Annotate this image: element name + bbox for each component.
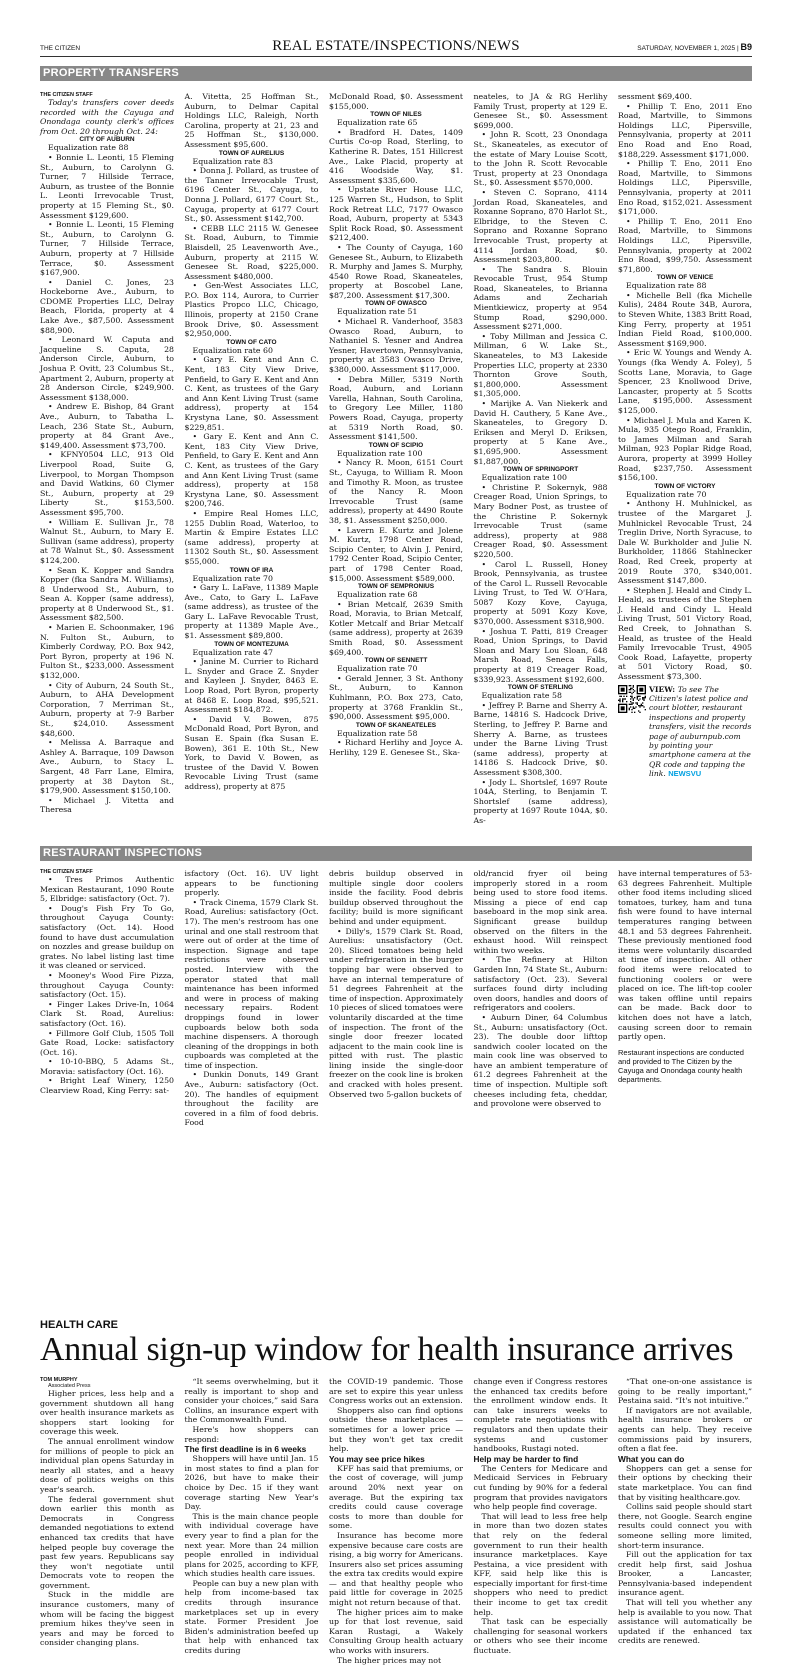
restaurant-inspections-columns <box>40 869 752 1305</box>
paragraph: • Steven C. Soprano, 4114 Jordan Road, Skaneateles, and Roxanne Soprano, 870 Harlot St., Elbridge, to the Steven C. Soprano and Roxanne Soprano Irrevocable Trust, property at 4114 Jordan Road, $0. Assessment $203,800. <box>473 187 608 265</box>
town-heading: TOWN OF SCIPIO <box>368 441 424 449</box>
paragraph: • Upstate River House LLC, 125 Warren St., Hudson, to Split Rock Retreat LLC, 7177 Owasco Road, Auburn, property at 5343 Split Rock Road, $0. Assessment $212,400. <box>329 185 463 243</box>
property-transfers-columns <box>40 92 752 824</box>
paragraph: • Track Cinema, 1579 Clark St. Road, Aurelius: satisfactory (Oct. 17). The men's restroom has one urinal and one stall restroom that were out of order at the time of inspection. Signage and tape restrictions were observed posted. Interview with the operator stated that mall maintenance has been informed and were in process of making necessary repairs. Rodent droppings found in lower cupboards below both soda machine dispensers. A thorough cleaning of the droppings in both cupboards was completed at the time of inspection. <box>184 897 319 1070</box>
paragraph: Higher prices, less help and a government shutdown all hang over health insurance markets as shoppers start looking for coverage this week. <box>40 1389 174 1437</box>
paragraph: • Anthony H. Muhlnickel, as trustee of the Margaret J. Muhlnickel Revocable Trust, 24 Treglin Drive, North Syracuse, to Dale W. Burkholder and Julie N. Burkholder, 11866 Stahlnecker Road, Red Creek, property at 2019 Route 370, $340,001. Assessment $147,800. <box>618 499 752 586</box>
paragraph: • Mooney's Wood Fire Pizza, throughout Cayuga County: satisfactory (Oct. 15). <box>40 970 174 1000</box>
paragraph: Equalization rate 58 <box>481 691 562 701</box>
town-heading: TOWN OF SENNETT <box>364 657 428 665</box>
paragraph: • Michael J. Vitetta and Theresa <box>40 795 174 815</box>
paragraph: • Gen-West Associates LLC, P.O. Box 114, Aurora, to Currier Plastics Propco LLC, Chicago, Illinois, property at 2150 Crane Brook Drive, $0. Assessment $2,950,000. <box>184 281 319 339</box>
paragraph: Equalization rate 88 <box>626 281 707 291</box>
paragraph: • Auburn Diner, 64 Columbus St., Auburn: unsatisfactory (Oct. 23). The double door lifttop sandwich cooler located on the main cook line was observed to have an ambient temperature of 61.2 degrees Fahrenheit at the time of inspection. Multiple soft cheeses including feta, cheddar, and provolone were observed to <box>473 1012 608 1109</box>
town-heading: TOWN OF MONTEZUMA <box>214 640 289 648</box>
health-headline: Annual sign-up window for health insurance arrives <box>40 1331 734 1368</box>
paragraph: • Leonard W. Caputa and Jacqueline S. Caputa, 28 Anderson Circle, Auburn, to Joshua P. Ovitt, 23 Columbus St., Apartment 2, Auburn, property at 28 Anderson Circle, $249,900. Assessment $138,000. <box>40 335 174 402</box>
paragraph: • Richard Herlihy and Joyce A. Herlihy, 129 E. Genesee St., Ska- <box>329 738 463 757</box>
paragraph: Equalization rate 65 <box>337 118 418 128</box>
paragraph: • Jeffrey P. Barne and Sherry A. Barne, 14816 S. Hadcock Drive, Sterling, to Jeffrey P. Barne and Sherry A. Barne, as trustees under the Barne Living Trust (same address), property at 14186 S. Hadcock Drive, $0. Assessment $308,300. <box>473 700 608 777</box>
column-4 <box>474 869 608 1305</box>
paragraph: • City of Auburn, 24 South St., Auburn, to AHA Development Corporation, 7 Merriman St., Auburn, property at 7-9 Barber St., $24,010. Assessment $48,600. <box>40 680 174 738</box>
town-heading: TOWN OF OWASCO <box>365 300 427 308</box>
property-transfers-bar: PROPERTY TRANSFERS <box>40 66 752 81</box>
promo-text <box>649 685 752 779</box>
paragraph: • David V. Bowen, 875 McDonald Road, Port Byron, and Susan E. Spain (fka Susan E. Bowen), 361 E. 10th St., New York, to David V. Bowen, as trustee of the David V. Bowen Revocable Living Trust (same address), property at 875 <box>184 714 319 791</box>
paragraph: • Phillip T. Eno, 2011 Eno Road, Martville, to Simmons Holdings LLC, Pipersville, Pennsylvania, property at 2011 Eno Road, $152,021. Assessment $171,000. <box>618 159 752 217</box>
paragraph: Here's how shoppers can respond: <box>184 1424 319 1444</box>
column-2 <box>184 1377 319 1656</box>
paragraph: • Doug's Fish Fry To Go, throughout Cayuga County: satisfactory (Oct. 14). Hood found to have dust accumulation on nozzles and grease buildup on grates. No label listing last time it was cleaned or serviced. <box>40 903 174 971</box>
paragraph: • Joshua T. Patti, 819 Creager Road, Union Springs, to David Sloan and Mary Lou Sloan, 648 Marsh Road, Seneca Falls, property at 819 Creager Road, $339,923. Assessment $192,600. <box>473 626 608 684</box>
paragraph: Equalization rate 58 <box>337 728 418 738</box>
paragraph: • Phillip T. Eno, 2011 Eno Road, Martville, to Simmons Holdings LLC, Pipersville, Pennsylvania, property at 2002 Eno Road, $99,750. Assessment $71,800. <box>618 216 752 274</box>
paragraph: • William E. Sullivan Jr., 78 Walnut St., Auburn, to Mary E. Sullivan (same address), property at 78 Walnut St., $0. Assessment $124,200. <box>40 517 174 565</box>
paragraph: Insurance has become more expensive because care costs are rising, a big worry for Americans. Insurers also set prices assuming the extra tax credits would expire — and that healthy people who paid little for coverage in 2025 might not return because of that. <box>329 1530 463 1608</box>
restaurant-inspections-bar: RESTAURANT INSPECTIONS <box>40 846 752 861</box>
paragraph: • Michael J. Mula and Karen K. Mula, 935 Otego Road, Franklin, to James Milman and Sarah Milman, 923 Poplar Ridge Road, Aurora, property at 3999 Holley Road, $237,750. Assessment $156,100. <box>618 415 752 483</box>
paragraph: “That one-on-one assistance is going to be really important,” Pestaina said. “It's not intuitive.” <box>618 1377 752 1406</box>
paragraph: • John R. Scott, 23 Onondaga St., Skaneateles, as executor of the estate of Mary Louise Scott, to the John R. Scott Revocable Trust, property at 23 Onondaga St., $0. Assessment $570,000. <box>473 130 608 188</box>
paragraph: • Eric W. Youngs and Wendy A. Youngs (fka Wendy A. Foley), 5 Scotts Lane, Moravia, to Gage Spencer, 23 Knollwood Drive, Lancaster, property at 5 Scotts Lane, $195,000. Assessment $125,000. <box>618 348 752 415</box>
paragraph: Shoppers can get a sense for their options by checking their state marketplace. You can find that by visiting healthcare.gov. <box>618 1463 752 1502</box>
paragraph: The federal government shut down earlier this month as Democrats in Congress demanded negotiations to extend enhanced tax credits that have helped people buy coverage the past few years. Republicans say they won't negotiate until Democrats vote to reopen the government. <box>40 1494 174 1590</box>
paragraph: Equalization rate 51 <box>337 307 418 317</box>
column-2 <box>185 869 319 1305</box>
paragraph: The annual enrollment window for millions of people to pick an individual plan opens Saturday in nearly all states, and a heavy dose of politics weighs on this year's search. <box>40 1436 174 1494</box>
paragraph: Stuck in the middle are insurance customers, many of whom will be facing the biggest premium hikes they've seen in years and may be forced to consider changing plans. <box>40 1590 174 1648</box>
paragraph: • Bonnie L. Leonti, 15 Fleming St., Auburn, to Carolynn G. Turner, 7 Hillside Terrace, Auburn, property at 7 Hillside Terrace, $0. Assessment $167,900. <box>40 220 174 278</box>
health-care-kicker: HEALTH CARE <box>40 1319 119 1331</box>
column-3 <box>329 869 463 1305</box>
paragraph: • Bright Leaf Winery, 1250 Clearview Road, King Ferry: sat- <box>40 1076 174 1096</box>
paragraph: The higher prices may not <box>337 1655 442 1665</box>
paragraph: • Toby Millman and Jessica C. Millman, 6 W. Lake St., Skaneateles, to M3 Lakeside Properties LLC, property at 2330 Thornton Grove South, $1,800,000. Assessment $1,305,000. <box>473 331 608 399</box>
paragraph: Equalization rate 70 <box>626 489 707 499</box>
town-heading: TOWN OF IRA <box>229 566 274 574</box>
paragraph: • Michelle Bell (fka Michelle Kulis), 2484 Route 34B, Aurora, to Steven White, 1383 Britt Road, King Ferry, property at 1951 Indian Field Road, $100,000. Assessment $169,900. <box>618 290 752 348</box>
town-heading: TOWN OF VICTORY <box>654 482 716 490</box>
paragraph: • Daniel C. Jones, 23 Hockeborne Ave., Auburn, to CDOME Properties LLC, Delray Beach, Florida, property at 4 Lake Ave., $87,500. Assessment $88,900. <box>40 277 174 335</box>
paragraph: The Centers for Medicare and Medicaid Services in February cut funding by 90% for a federal program that provides navigators who help people find coverage. <box>473 1463 608 1512</box>
paragraph: • Stephen J. Heald and Cindy L. Heald, as trustees of the Stephen J. Heald and Cindy L. Heald Living Trust, 501 Victory Road, Red Creek, to Johnathan S. Heald, as trustee of the Heald Family Irrevocable Trust, 4905 Cook Road, Lafayette, property at 501 Victory Road, $0. Assessment $73,300. <box>618 585 752 682</box>
subheading: What you can do <box>618 1453 685 1464</box>
town-heading: TOWN OF CATO <box>226 338 277 346</box>
paragraph-continued: old/rancid fryer oil being improperly stored in a room being used to store food items. Missing a piece of end cap baseboard in the mop sink area. Significant grease buildup observed on the filters in the exhaust hood. Will reinspect within two weeks. <box>473 869 608 955</box>
paragraph: The higher prices aim to make up for that lost revenue, said Karan Rustagi, a Wakely Consulting Group health actuary who works with insurers. <box>329 1607 463 1656</box>
paragraph: • Jody L. Shortslef, 1697 Route 104A, Sterling, to Benjamin T. Shortslef (same address), property at 1697 Route 104A, $0. As- <box>473 777 608 825</box>
paragraph: • Marien E. Schoonmaker, 196 N. Fulton St., Auburn, to Kimberly Cordway, P.O. Box 942, Port Byron, property at 196 N. Fulton St., $233,000. Assessment $132,000. <box>40 623 174 681</box>
paragraph: That will lead to less free help in more than two dozen states that rely on the federal government to run their health insurance marketplaces. Kaye Pestaina, a vice president with KFF, said help like this is especially important for first-time shoppers who need to predict their income to get tax credit help. <box>473 1511 608 1617</box>
section-title: REAL ESTATE/INSPECTIONS/NEWS <box>272 38 520 54</box>
paragraph: • Nancy R. Moon, 6151 Court St., Cayuga, to William R. Moon and Timothy R. Moon, as trustee of the Nancy R. Moon Irrevocable Trust (same address), property at 4490 Route 38, $1. Assessment $250,000. <box>329 458 463 525</box>
paragraph: Equalization rate 83 <box>192 156 273 166</box>
paragraph: • Brian Metcalf, 2639 Smith Road, Moravia, to Brian Metcalf, Kotler Metcalf and Briar Metcalf (same address), property at 2639 Smith Road, $0. Assessment $69,400. <box>329 599 463 657</box>
paragraph: • Gary L. LaFave, 11389 Maple Ave., Cato, to Gary L. LaFave (same address), as trustee of the Gary L. LaFave Revocable Trust, property at 11389 Maple Ave., $1. Assessment $89,800. <box>184 583 319 641</box>
paragraph: Shoppers also can find options outside these marketplaces — sometimes for a lower price — but they won't get tax credit help. <box>329 1405 463 1454</box>
paragraph: Equalization rate 70 <box>192 573 273 583</box>
paragraph-continued: neateles, to JA & RG Herlihy Family Trust, property at 129 E. Genesee St., $0. Assessment $699,000. <box>473 92 608 130</box>
paragraph: • Lavern E. Kurtz and Jolene M. Kurtz, 1798 Center Road, Scipio Center, to Alvin J. Penird, 1792 Center Road, Scipio Center, part of 1798 Center Road, $15,000. Assessment $589,000. <box>329 525 463 583</box>
column-4 <box>473 1377 608 1656</box>
paragraph: That will tell you whether any help is available to you now. That assistance will automatically be updated if the enhanced tax credits are renewed. <box>618 1598 752 1646</box>
column-1 <box>40 1377 174 1648</box>
column-1 <box>40 92 174 824</box>
promo-body: To see The Citizen's latest police and court blotter, restaurant inspections and property transfers, visit the records page of auburnpub.com by pointing your smartphone camera at the QR code and tapping the link. <box>649 684 752 779</box>
paragraph: • Carol L. Russell, Honey Brook, Pennsylvania, as trustee of the Carol L. Russell Revocable Living Trust, to Ted W. O'Hara, 5087 Kozy Kove, Cayuga, property at 5091 Kozy Kove, $370,000. Assessment $318,900. <box>473 559 608 627</box>
newsvu-logo: NEWSVU <box>668 769 702 779</box>
intro-text: Today's transfers cover deeds recorded with the Cayuga and Onondaga county clerk's offices from Oct. 20 through Oct. 24: <box>40 98 174 136</box>
subheading: The first deadline is in 6 weeks <box>184 1444 307 1455</box>
paragraph: • CEBB LLC 2115 W. Genesee St. Road, Auburn, to Timmie Blaisdell, 25 Leavenworth Ave., Auburn, property at 2115 W. Genesee St. Road, $225,000. Assessment $480,000. <box>184 223 319 281</box>
paragraph: Equalization rate 100 <box>481 473 567 483</box>
paper-name: THE CITIZEN <box>40 45 81 52</box>
column-5 <box>618 92 752 824</box>
column-5 <box>618 1377 752 1646</box>
paragraph: • Gerald Jenner, 3 St. Anthony St., Auburn, to Kannon Kuhlmann, P.O. Box 273, Cato, property at 3768 Franklin St., $90,000. Assessment $95,000. <box>329 673 463 722</box>
paragraph: • Finger Lakes Drive-In, 1064 Clark St. Road, Aurelius: satisfactory (Oct. 16). <box>40 999 174 1028</box>
paragraph: • Bradford H. Dates, 1409 Curtis Co-op Road, Sterling, to Katherine R. Dates, 151 Hillcrest Ave., Lake Placid, property at 416 Woodside Way, $1. Assessment $335,600. <box>329 127 463 185</box>
paragraph: KFF has said that premiums, or the cost of coverage, will jump around 20% next year on average. But the expiring tax credits could cause coverage costs to more than double for some. <box>329 1463 463 1531</box>
paragraph: • The Sandra S. Blouin Revocable Trust, 954 Stump Road, Skaneateles, to Brianna Adams and Zechariah Mientkiewicz, property at 954 Stump Road, $290,000. Assessment $271,000. <box>473 264 608 332</box>
paragraph: • Donna J. Pollard, as trustee of the Tanner Irrevocable Trust, 6196 Center St., Cayuga, to Donna J. Pollard, 6177 Court St., Cayuga, property at 6177 Court St., $0. Assessment $142,700. <box>184 166 319 224</box>
paragraph-continued: have internal temperatures of 53-63 degrees Fahrenheit. Multiple other food items including sliced tomatoes, turkey, ham and tuna fish were found to have internal temperatures ranging between 48.1 and 53 degrees Fahrenheit. These previously mentioned food items were voluntarily discarded at time of inspection. All other food items were relocated to functioning coolers or were placed on ice. The lift-top cooler was taken offline until repairs can be made. Back door to kitchen does not have a latch, causing screen door to remain partly open. <box>618 869 752 1042</box>
paragraph: Collins said people should start there, not Google. Search engine results could connect you with someone selling more limited, short-term insurance. <box>618 1502 752 1550</box>
byline: THE CITIZEN STAFF <box>40 869 93 875</box>
column-3 <box>329 1377 463 1665</box>
paragraph: • Janine M. Currier to Richard L. Snyder and Grace Z. Snyder and Kayleen J. Snyder, 8463 E. Loop Road, Port Byron, property at 8468 E. Loop Road, $95,521. Assessment $184,872. <box>184 657 319 715</box>
byline: THE CITIZEN STAFF <box>40 92 93 98</box>
paragraph: • Tres Primos Authentic Mexican Restaurant, 1090 Route 5, Elbridge: satisfactory (Oct. 7). <box>40 875 174 904</box>
town-heading: TOWN OF STERLING <box>507 684 574 692</box>
paragraph: • Marijke A. Van Niekerk and David H. Cauthery, 5 Kane Ave., Skaneateles, to Gregory D. Eriksen and Meryl D. Eriksen, property at 5 Kane Ave., $1,695,900. Assessment $1,887,000. <box>473 399 608 466</box>
paragraph: • The County of Cayuga, 160 Genesee St., Auburn, to Elizabeth R. Murphy and James S. Murphy, 4540 Rowe Road, Skaneateles, property at Boscobel Lane, $87,200. Assessment $17,300. <box>329 242 463 300</box>
paragraph: Equalization rate 60 <box>192 345 273 355</box>
byline-affiliation: Associated Press <box>48 1383 91 1389</box>
paragraph: • Gary E. Kent and Ann C. Kent, 183 City View Drive, Penfield, to Gary E. Kent and Ann C. Kent, as trustees of the Gary and Ann Kent Living Trust (same address), property at 158 Krystyna Lane, $0. Assessment $200,746. <box>184 432 319 509</box>
paragraph: • Empire Real Homes LLC, 1255 Dublin Road, Waterloo, to Martin & Empire Estates LLC (same address), property at 11302 South St., $0. Assessment $55,000. <box>184 508 319 566</box>
paragraph: • Dilly's, 1579 Clark St. Road, Aurelius: unsatisfactory (Oct. 20). Sliced tomatoes being held under refrigeration in the burger topping bar were observed to have an internal temperature of 51 degrees Fahrenheit at the time of inspection. Approximately 10 pieces of sliced tomatoes were voluntarily discarded at the time of inspection. The front of the single door freezer located adjacent to the main cook line is pitted with rust. The plastic lining inside the single-door freezer on the cook line is broken and cracked with holes present. Observed two 5-gallon buckets of <box>329 926 463 1099</box>
paragraph: • Phillip T. Eno, 2011 Eno Road, Martville, to Simmons Holdings LLC, Pipersville, Pennsylvania, property at 2011 Eno Road and Eno Road, $188,229. Assessment $171,000. <box>618 101 752 159</box>
page-number: B9 <box>740 42 752 52</box>
column-3 <box>329 92 463 824</box>
page-header <box>40 34 752 57</box>
paragraph-continued: isfactory (Oct. 16). UV light appears to be functioning properly. <box>184 869 319 898</box>
paragraph: • Bonnie L. Leonti, 15 Fleming St., Auburn, to Carolynn G. Turner, 7 Hillside Terrace, Auburn, as trustee of the Bonnie L. Leonti Irrevocable Trust, property at 15 Fleming St., $0. Assessment $129,600. <box>40 152 174 220</box>
town-heading: TOWN OF SPRINGPORT <box>502 466 579 474</box>
paragraph-continued: A. Vitetta, 25 Hoffman St., Auburn, to Delmar Capital Holdings LLC, Raleigh, North Carolina, property at 21, 23 and 25 Hoffman St., $130,000. Assessment $95,600. <box>184 92 319 149</box>
paragraph: • Christine P. Sokernyk, 988 Creager Road, Union Springs, to Mary Bodner Post, as trustee of the Christine P. Sokernyk Irrevocable Trust (same address), property at 988 Creager Road, $0. Assessment $220,500. <box>473 482 608 559</box>
paragraph: Equalization rate 88 <box>48 143 129 153</box>
paragraph-continued: sessment $69,400. <box>618 92 692 101</box>
paragraph: • Dunkin Donuts, 149 Grant Ave., Auburn: satisfactory (Oct. 20). The handles of equipment throughout the facility are covered in a film of food debris. Food <box>184 1070 319 1128</box>
source-note: Restaurant inspections are conducted and provided to The Citizen by the Cayuga and Onondaga county health departments. <box>618 1047 744 1084</box>
paragraph: • Gary E. Kent and Ann C. Kent, 183 City View Drive, Penfield, to Gary E. Kent and Ann C. Kent, as trustees of the Gary and Ann Kent Living Trust (same address), property at 154 Krystyna Lane, $0. Assessment $229,851. <box>184 355 319 432</box>
paragraph: • Andrew E. Bishop, 84 Grant Ave., Auburn, to Tabatha L. Leach, 236 State St., Auburn, property at 84 Grant Ave., $149,400. Assessment $73,700. <box>40 402 174 450</box>
paragraph: Equalization rate 70 <box>337 664 418 674</box>
paragraph: • Sean K. Kopper and Sandra Kopper (fka Sandra M. Williams), 8 Underwood St., Auburn, to Sean A. Kopper (same address), property at 8 Underwood St., $1. Assessment $82,500. <box>40 565 174 623</box>
town-heading: TOWN OF AURELIUS <box>218 149 285 157</box>
issue-date: SATURDAY, NOVEMBER 1, 2025 <box>637 45 736 52</box>
paragraph: Fill out the application for tax credit help first, said Joshua Brooker, a Lancaster, Pennsylvania-based independent insurance agent. <box>618 1550 752 1598</box>
paragraph-continued: change even if Congress restores the enhanced tax credits before the enrollment window ends. It can take insurers weeks to complete rate negotiations with regulators and then update their systems and customer handbooks, Rustagi noted. <box>473 1377 608 1454</box>
qr-code-icon[interactable] <box>618 685 646 713</box>
paragraph: • Fillmore Golf Club, 1505 Toll Gate Road, Locke: satisfactory (Oct. 16). <box>40 1028 174 1057</box>
paragraph: • Michael R. Vanderhoof, 3583 Owasco Road, Auburn, to Nathaniel S. Yesner and Andrea Yesner, Havertown, Pennsylvania, property at 3583 Owasco Drive, $380,000. Assessment $117,000. <box>329 317 463 375</box>
town-heading: CITY OF AUBURN <box>79 136 135 144</box>
column-2 <box>185 92 319 824</box>
promo-label: VIEW: <box>649 684 678 694</box>
paragraph-continued: McDonald Road, $0. Assessment $155,000. <box>329 92 463 111</box>
records-promo <box>618 685 752 779</box>
town-heading: TOWN OF NILES <box>370 111 422 119</box>
town-heading: TOWN OF SEMPRONIUS <box>357 583 435 591</box>
paragraph: Equalization rate 68 <box>337 590 418 600</box>
subheading: Help may be harder to find <box>473 1453 579 1464</box>
paragraph-continued: debris buildup observed in multiple single door coolers inside the facility. Food debris buildup observed throughout the facility; build is more significant behind and under equipment. <box>329 869 463 926</box>
health-article-columns <box>40 1377 752 1665</box>
column-5 <box>618 869 752 1305</box>
town-heading: TOWN OF SKANEATELES <box>355 721 437 729</box>
town-heading: TOWN OF VENICE <box>656 274 714 282</box>
paragraph: Equalization rate 100 <box>337 448 423 458</box>
paragraph: • 10-10-BBQ, 5 Adams St., Moravia: satisfactory (Oct. 16). <box>40 1057 174 1076</box>
date-page: SATURDAY, NOVEMBER 1, 2025 | B9 <box>637 42 752 52</box>
paragraph: People can buy a new plan with help from income-based tax credits through insurance marketplaces set up in every state. Former President Joe Biden's administration beefed up that help with enhanced tax credits during <box>184 1578 319 1656</box>
paragraph: Shoppers will have until Jan. 15 in most states to find a plan for 2026, but have to make their choice by Dec. 15 if they want coverage starting New Year's Day. <box>184 1454 319 1512</box>
paragraph: • Debra Miller, 5319 North Road, Auburn, and Loriann Varella, Hahnan, South Carolina, to Gregory Lee Miller, 1180 Powers Road, Cayuga, property at 5319 North Road, $0. Assessment $141,500. <box>329 374 463 442</box>
paragraph: This is the main chance people with individual coverage have every year to find a plan for the next year. More than 24 million people enrolled in individual plans for 2025, according to KFF, which studies health care issues. <box>184 1511 319 1579</box>
column-4 <box>474 92 608 824</box>
paragraph: • Melissa A. Barraque and Ashley A. Barraque, 109 Dawson Ave., Auburn, to Stacy L. Sargent, 48 Farr Lane, Elmira, property at 38 Dayton St., $179,900. Assessment $150,100. <box>40 738 174 796</box>
column-1 <box>40 869 174 1305</box>
paragraph: If navigators are not available, health insurance brokers or agents can help. They receive commissions paid by insurers, often a flat fee. <box>618 1405 752 1454</box>
byline: TOM MURPHY <box>40 1377 78 1383</box>
paragraph: Equalization rate 47 <box>192 647 273 657</box>
subheading: You may see price hikes <box>329 1453 425 1464</box>
paragraph: • The Refinery at Hilton Garden Inn, 74 State St., Auburn: satisfactory (Oct. 23). Several surfaces found dirty including oven doors, handles and doors of refrigerators and coolers. <box>473 955 608 1013</box>
paragraph-continued: the COVID-19 pandemic. Those are set to expire this year unless Congress works out an extension. <box>329 1377 463 1406</box>
paragraph: That task can be especially challenging for seasonal workers or others who see their income fluctuate. <box>473 1617 608 1656</box>
paragraph: • KFNY0504 LLC, 913 Old Liverpool Road, Suite G, Liverpool, to Morgan Thompson and David Watkins, 60 Clymer St., Auburn, property at 29 Liberty St., $153,500. Assessment $95,700. <box>40 450 174 517</box>
paragraph: “It seems overwhelming, but it really is important to shop and consider your choices,” said Sara Collins, an insurance expert with the Commonwealth Fund. <box>184 1377 319 1425</box>
